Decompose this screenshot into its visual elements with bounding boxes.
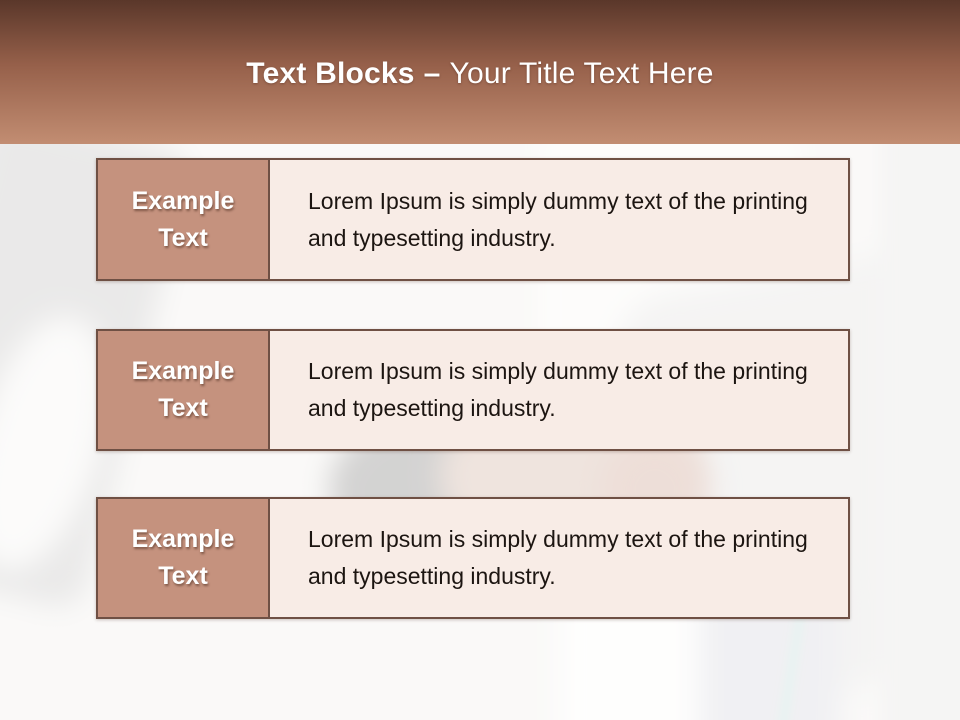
text-block-2-body — [270, 331, 848, 449]
slide-header — [0, 0, 960, 144]
text-block-2-label: Example Text — [98, 331, 270, 449]
text-block-1-body — [270, 160, 848, 279]
page-title — [246, 57, 713, 91]
text-block-3 — [96, 497, 850, 619]
text-block-1-text: Lorem Ipsum is simply dummy text of the printing and typesetting industry. — [308, 187, 808, 251]
text-block-1 — [96, 158, 850, 281]
page-title-bold: Text Blocks — [246, 57, 415, 90]
text-block-2-text: Lorem Ipsum is simply dummy text of the printing and typesetting industry. — [308, 358, 808, 421]
text-block-3-label: Example Text — [98, 499, 270, 617]
text-block-3-text: Lorem Ipsum is simply dummy text of the printing and typesetting industry. — [308, 526, 808, 589]
text-block-2 — [96, 329, 850, 451]
text-block-1-label: Example Text — [98, 160, 270, 279]
page-title-separator: – — [423, 57, 441, 90]
page-title-rest: Your Title Text Here — [449, 57, 714, 90]
text-block-3-body — [270, 499, 848, 617]
